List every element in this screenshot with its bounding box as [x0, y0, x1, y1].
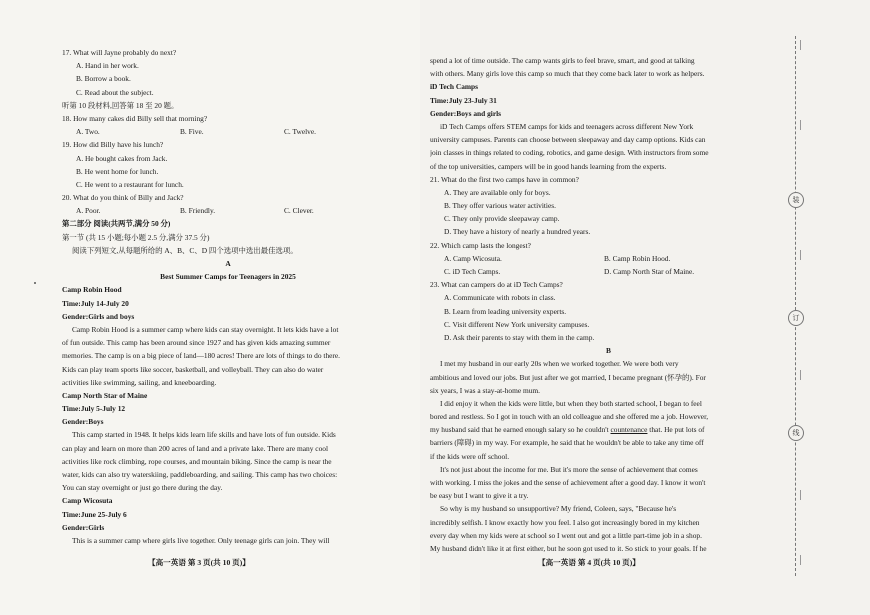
- question-19-option-a: A. He bought cakes from Jack.: [76, 153, 168, 163]
- paragraph-line: bored and restless. So I got in touch with an old colleague and she offered me a job. However,: [430, 412, 709, 422]
- passage-b-text: [430, 357, 787, 555]
- idtech-camps-paragraph: [430, 120, 787, 173]
- question-22-options: [430, 252, 787, 278]
- paragraph-line: with working. I miss the jokes and the sense of achievement after a good day. I know it won't: [430, 478, 706, 487]
- paragraph-line: can play and learn on more than 200 acres of land and a private lake. There are many cool: [62, 443, 329, 453]
- paragraph-line: You can stay overnight or just go there during the day.: [62, 483, 223, 493]
- question-22-stem: 22. Which camp lasts the longest?: [430, 240, 531, 250]
- question-22-option-c: C. iD Tech Camps.: [444, 267, 501, 276]
- camp-wicosuta-name: Camp Wicosuta: [62, 496, 113, 506]
- paragraph-line: Camp Robin Hood is a summer camp where kids can stay overnight. It lets kids have a lot: [72, 324, 339, 334]
- left-column: [62, 46, 394, 547]
- binding-tick: [800, 555, 805, 565]
- paragraph-line: Kids can play team sports like soccer, basketball, and volleyball. They can also do water: [62, 364, 324, 374]
- question-20-option-c: C. Clever.: [284, 206, 314, 216]
- paragraph-line: spend a lot of time outside. The camp wants girls to feel brave, smart, and good at talking: [430, 56, 695, 65]
- paragraph-line: So why is my husband so unsupportive? My friend, Coleen, says, "Because he's: [440, 504, 677, 514]
- paragraph-line: of fun outside. This camp has been around since 1927 and has given kids amazing summer: [62, 338, 331, 348]
- paragraph-line: incredibly selfish. I know exactly how you feel. I also got increasingly bored in my kitchen: [430, 517, 700, 527]
- question-21-option-b: B. They offer various water activities.: [444, 201, 556, 211]
- scan-speck: [34, 282, 36, 284]
- right-column: [430, 54, 787, 555]
- binding-tick: [800, 40, 805, 50]
- paragraph-line: join classes in things related to coding, robotics, and game design. With instructors from some: [430, 148, 709, 158]
- passage-b-label: B: [606, 346, 611, 356]
- paragraph-line: I met my husband in our early 20s when we worked together. We were both very: [440, 359, 679, 369]
- paragraph-line: of the top universities, campers will be in good hands learning from the experts.: [430, 161, 667, 171]
- binding-seal-xian: 线: [788, 425, 804, 441]
- camp-robin-hood-time: Time:July 14-July 20: [62, 298, 129, 308]
- binding-dashed-line: [795, 36, 796, 576]
- question-21-option-c: C. They only provide sleepaway camp.: [444, 214, 560, 224]
- passage-title: Best Summer Camps for Teenagers in 2025: [160, 272, 296, 282]
- part-two-heading: 第二部分 阅读(共两节,满分 50 分): [62, 219, 171, 229]
- camp-robin-hood-paragraph: [62, 323, 394, 389]
- paragraph-line: with others. Many girls love this camp so much that they come back later to work as helpers.: [430, 69, 705, 79]
- reading-instruction: 阅读下列短文,从每题所给的 A、B、C、D 四个选项中选出最佳选项。: [72, 245, 298, 255]
- binding-seal-zhuang: 装: [788, 192, 804, 208]
- camp-robin-hood-name: Camp Robin Hood: [62, 285, 122, 295]
- binding-margin: [772, 0, 870, 615]
- paragraph-line: water, kids can also try waterskiing, paddleboarding, and sailing. This camp has two choices:: [62, 470, 338, 479]
- question-22-option-d: D. Camp North Star of Maine.: [604, 267, 695, 276]
- binding-tick: [800, 490, 805, 500]
- question-20-options: [62, 204, 394, 217]
- line-segment: my husband said that he earned enough salary so he couldn't: [430, 425, 611, 435]
- camp-north-star-name: Camp North Star of Maine: [62, 390, 148, 400]
- question-17-option-a: A. Hand in her work.: [76, 61, 139, 71]
- binding-tick: [800, 370, 805, 380]
- question-21-option-a: A. They are available only for boys.: [444, 187, 551, 197]
- page-footer: 【高一英语 第 3 页(共 10 页)】: [148, 558, 250, 567]
- paragraph-line: activities like swimming, sailing, and kneeboarding.: [62, 377, 217, 387]
- paragraph-line: university campuses. Parents can choose between sleepaway and day camp options. Kids can: [430, 135, 706, 145]
- question-18-stem: 18. How many cakes did Billy sell that morning?: [62, 113, 208, 123]
- question-20-option-b: B. Friendly.: [180, 206, 216, 216]
- question-22-option-a: A. Camp Wicosuta.: [444, 253, 502, 263]
- paragraph-line: barriers (障碍) in my way. For example, he said that he wouldn't be able to take any time off: [430, 438, 704, 448]
- underlined-word: countenance: [610, 425, 648, 435]
- question-19-stem: 19. How did Billy have his lunch?: [62, 140, 164, 150]
- idtech-camps-name: iD Tech Camps: [430, 82, 479, 92]
- question-23-option-d: D. Ask their parents to stay with them in the camp.: [444, 332, 595, 342]
- paragraph-line: I did enjoy it when the kids were little, but when they both started school, I began to feel: [440, 398, 702, 408]
- camp-robin-hood-gender: Gender:Girls and boys: [62, 311, 135, 321]
- paragraph-line: It's not just about the income for me. But it's more the sense of achievement that comes: [440, 464, 698, 474]
- binding-seal-ding: 订: [788, 310, 804, 326]
- question-23-option-a: A. Communicate with robots in class.: [444, 293, 556, 303]
- paragraph-line: memories. The camp is on a big piece of land—180 acres! There are lots of things to do there.: [62, 351, 341, 361]
- paragraph-line: activities like rock climbing, rope courses, and mountain biking. Since the camp is near the: [62, 456, 332, 466]
- question-23-option-c: C. Visit different New York university campuses.: [444, 319, 590, 329]
- question-18-option-b: B. Five.: [180, 127, 204, 137]
- paragraph-line: every day when my kids were at school so I went out and got a little part-time job in a shop.: [430, 530, 702, 540]
- paragraph-line: This camp started in 1948. It helps kids learn life skills and have lots of fun outside. Kids: [72, 430, 336, 440]
- question-23-stem: 23. What can campers do at iD Tech Camps?: [430, 280, 563, 290]
- audio-instruction: 听第 10 段材料,回答第 18 至 20 题。: [62, 100, 179, 110]
- left-page: [0, 0, 420, 615]
- question-23-option-b: B. Learn from leading university experts.: [444, 306, 567, 316]
- paragraph-line: six years, I was a stay-at-home mum.: [430, 385, 541, 395]
- question-18-options: [62, 125, 394, 138]
- question-22-option-b: B. Camp Robin Hood.: [604, 253, 671, 263]
- camp-wicosuta-time: Time:June 25-July 6: [62, 509, 127, 519]
- line-segment: that. He put lots of: [647, 425, 705, 435]
- paragraph-line: if the kids were off school.: [430, 451, 510, 461]
- page-footer: 【高一英语 第 4 页(共 10 页)】: [538, 558, 640, 567]
- question-17-option-b: B. Borrow a book.: [76, 74, 131, 84]
- camp-wicosuta-gender: Gender:Girls: [62, 522, 105, 532]
- paragraph-line: This is a summer camp where girls live together. Only teenage girls can join. They will: [72, 535, 330, 545]
- binding-tick: [800, 250, 805, 260]
- idtech-camps-gender: Gender:Boys and girls: [430, 108, 502, 118]
- question-17-option-c: C. Read about the subject.: [76, 87, 154, 97]
- question-20-stem: 20. What do you think of Billy and Jack?: [62, 193, 184, 203]
- question-19-option-b: B. He went home for lunch.: [76, 166, 159, 176]
- question-21-option-d: D. They have a history of nearly a hundred years.: [444, 227, 591, 237]
- question-19-option-c: C. He went to a restaurant for lunch.: [76, 179, 184, 189]
- paragraph-line: [430, 423, 787, 436]
- question-20-option-a: A. Poor.: [76, 206, 101, 216]
- camp-north-star-paragraph: [62, 428, 394, 494]
- question-17-stem: 17. What will Jayne probably do next?: [62, 48, 177, 57]
- paragraph-line: iD Tech Camps offers STEM camps for kids and teenagers across different New York: [440, 121, 694, 131]
- camp-north-star-time: Time:July 5-July 12: [62, 404, 126, 414]
- question-18-option-c: C. Twelve.: [284, 127, 316, 137]
- paragraph-line: My husband didn't like it at first either, but he soon got used to it. So stick to your goals. If he: [430, 543, 707, 553]
- paragraph-line: ambitious and loved our jobs. But just after we got married, I became pregnant (怀孕的). For: [430, 372, 706, 382]
- binding-tick: [800, 120, 805, 130]
- camp-north-star-gender: Gender:Boys: [62, 417, 104, 427]
- question-21-stem: 21. What do the first two camps have in common?: [430, 174, 579, 184]
- paragraph-line: be easy but I want to give it a try.: [430, 491, 529, 501]
- passage-a-label: A: [225, 259, 231, 268]
- idtech-camps-time: Time:July 23-July 31: [430, 95, 497, 105]
- section-one-heading: 第一节 (共 15 小题;每小题 2.5 分,满分 37.5 分): [62, 232, 210, 242]
- question-18-option-a: A. Two.: [76, 127, 100, 137]
